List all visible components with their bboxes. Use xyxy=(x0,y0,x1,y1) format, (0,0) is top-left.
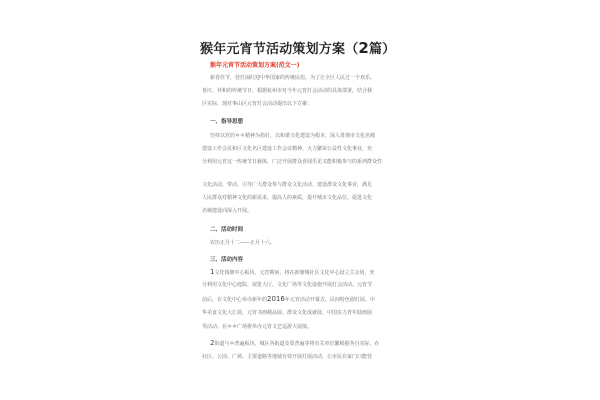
intro-line: 新春佳节，营灯闹红迎中华国家的传统民俗。为了让全区人民过一个欢乐、 xyxy=(210,75,376,81)
item2-line xyxy=(210,340,379,347)
item-number: 1 xyxy=(210,268,215,276)
title-text: 猴年元宵节活动策划方案（ xyxy=(200,42,359,57)
section1-line: 坚持以党的＊＊精神为指针，以和谐文化建设为根本，深入贯彻市文化名城 xyxy=(210,133,376,139)
item1-line xyxy=(210,269,374,276)
section-heading: 三、活动内容 xyxy=(210,257,244,263)
item2-line: 社区、公园、广场、主要道路等地域有效开展灯展活动，让市民在家门口能营 xyxy=(202,354,373,360)
title-number: 2 xyxy=(358,39,370,57)
item-text: 街道与＊普遍板块。城区各街道及渠普遍等将有关单位繁根据各自实际，在 xyxy=(214,341,380,347)
item1-line: 等活动。在＊＊广场将举办元宵文艺巡游大展演。 xyxy=(202,324,313,330)
document-title xyxy=(200,38,395,57)
section1-line: 名城建设向深入开展。 xyxy=(202,208,253,214)
section1-line: 建设工作会议和区文化名区建设工作会议精神，大力繁荣公益性文化事业，充 xyxy=(202,146,373,152)
intro-line: 喜庆、祥和的传统节日，根据杭州市对今年元宵灯会活动的具体部署，结合我 xyxy=(202,88,373,94)
section1-line: 文化活动，带动、引导广大群众参与群众文化活动，建设群众文化事业，满足 xyxy=(202,182,373,188)
section2-line: 农历正月十二——正月十六。 xyxy=(210,240,276,246)
title-suffix: 篇） xyxy=(369,42,396,57)
item-text: 年元宵活动开幕式、民间特色剧灯展、中 xyxy=(284,297,375,303)
document-subtitle: 猴年元宵节活动策划方案(范文一) xyxy=(210,62,300,69)
section-heading: 一、指导思想 xyxy=(210,119,244,125)
item1-line: 华美食文化大汇展、元宵书画精品展、群众文化成就展、中国实力青年陆画展 xyxy=(202,310,373,316)
item1-line xyxy=(202,296,375,303)
section-heading: 二、活动时间 xyxy=(210,227,244,233)
item1-line: 分利用文化中心庭院、展览大厅、文化广场等文化设施开展灯会活动。元宵节 xyxy=(202,282,373,288)
item-year: 2016 xyxy=(267,295,285,303)
item-text: 前后，在文化中心举办新年的 xyxy=(202,297,268,303)
item-text: 文化钱塘中心板块。元宵期间，将在新塘城社区文化中心设立主会场，充 xyxy=(214,270,375,276)
intro-line: 区实际，现对事山区元宵灯会活动提出以下方案： xyxy=(202,101,313,107)
item-number: 2 xyxy=(210,339,215,347)
section1-line: 人民群众对精神文化的新需求，提高人的素质，提升城市文化品位，促进文化 xyxy=(202,195,373,201)
section1-line: 分利用元宵这一传统节日载体，广泛开展群众喜闻乐见又能积极参与的系列群众性 xyxy=(202,159,383,165)
